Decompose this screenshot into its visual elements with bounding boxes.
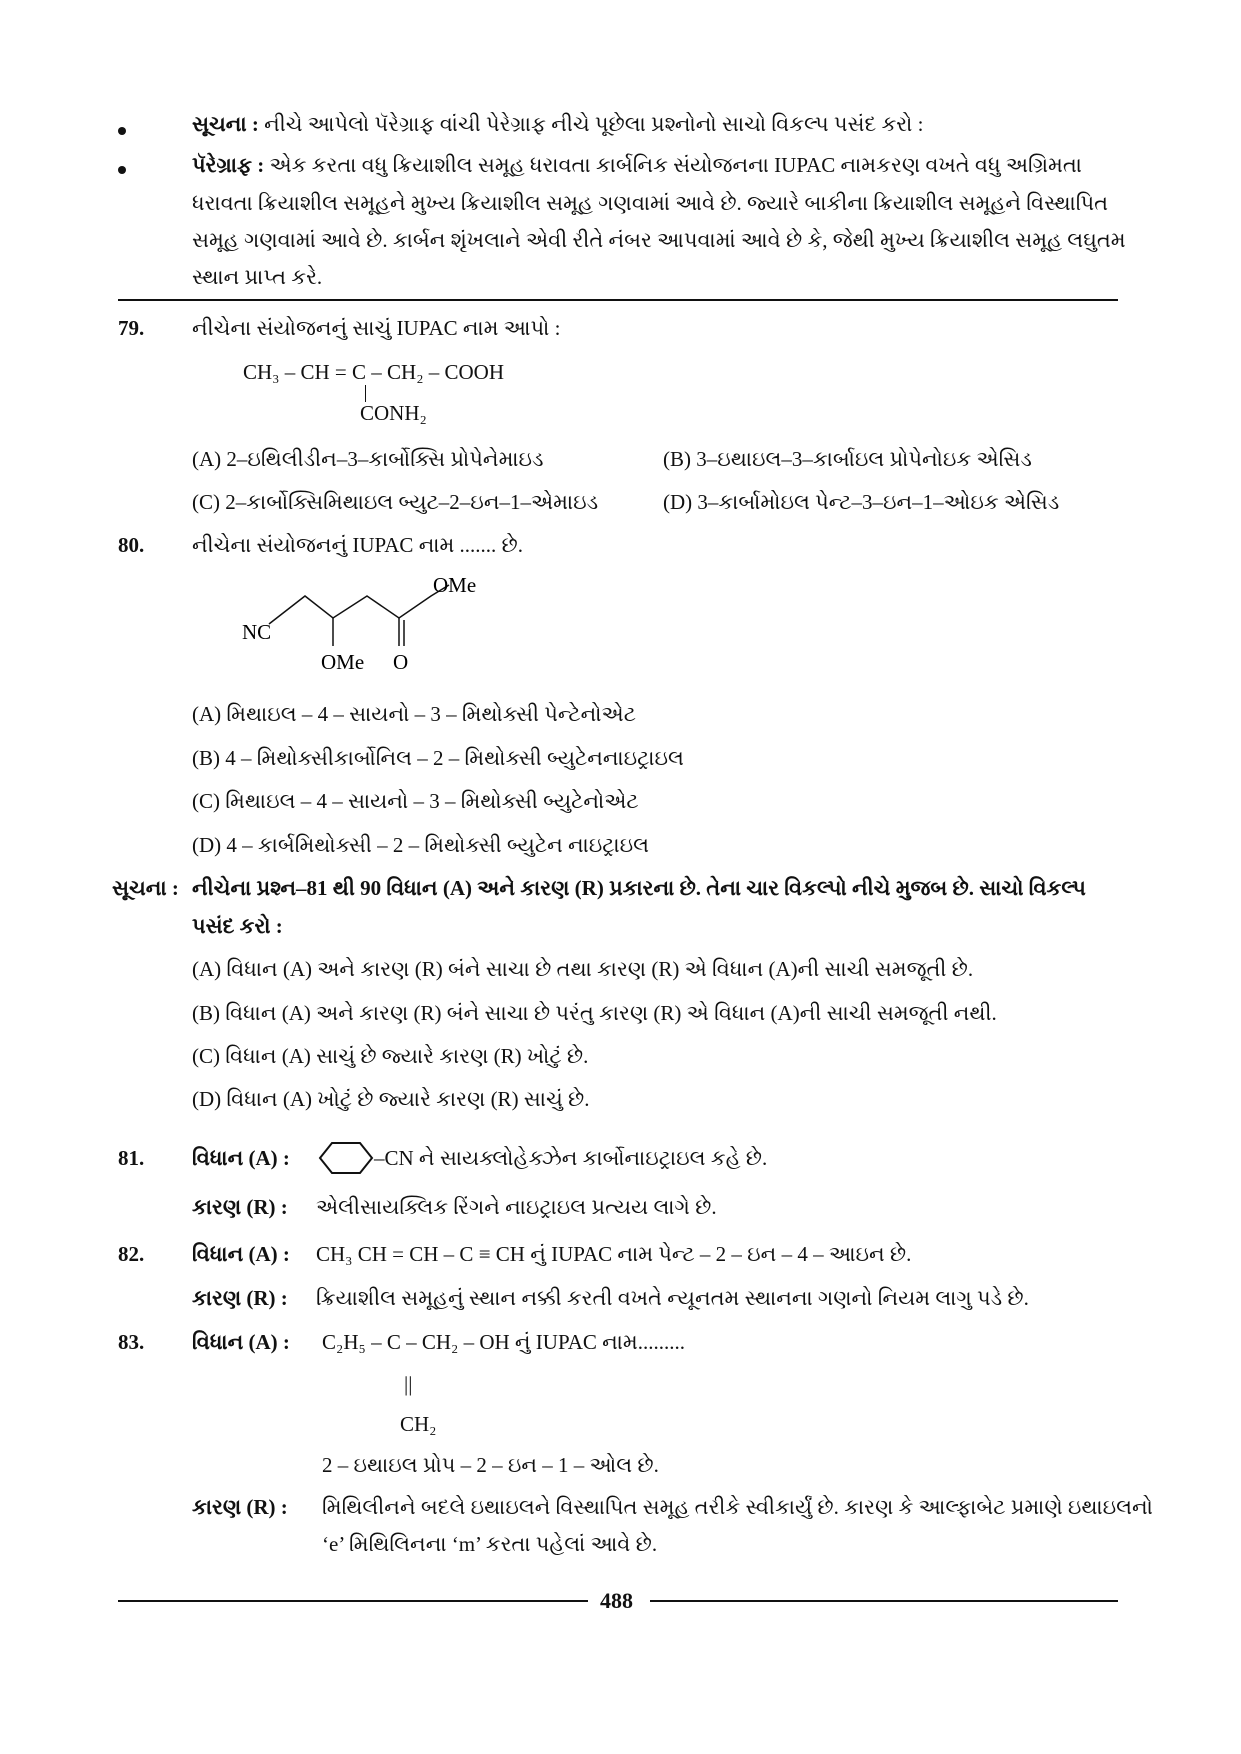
question-number: 79. xyxy=(118,316,145,340)
option-a[interactable]: (A) મિથાઇલ – 4 – સાયનો – 3 – મિથોક્સી પેન્ટેનોએટ xyxy=(192,702,636,726)
cyclohexane-icon xyxy=(318,1141,374,1175)
statement-continuation: 2 – ઇથાઇલ પ્રોપ – 2 – ઇન – 1 – ઓલ છે. xyxy=(322,1453,659,1477)
paragraph-label: પૅરેગ્રાફ : xyxy=(192,153,265,177)
nc-label: NC xyxy=(242,620,272,644)
bullet xyxy=(118,127,126,135)
statement-label: વિધાન (A) : xyxy=(192,1242,290,1266)
option-a[interactable]: (A) 2–ઇથિલીડીન–3–કાર્બોક્સિ પ્રોપેનેમાઇડ xyxy=(192,447,544,471)
option-d[interactable]: (D) 4 – કાર્બમિથોક્સી – 2 – મિથોક્સી બ્યુટેન નાઇટ્રાઇલ xyxy=(192,833,650,857)
option-c[interactable]: (C) 2–કાર્બોક્સિમિથાઇલ બ્યુટ–2–ઇન–1–એમાઇડ xyxy=(192,490,599,514)
carbon-chain xyxy=(269,585,449,624)
reason-text: એલીસાયક્લિક રિંગને નાઇટ્રાઇલ પ્રત્યય લાગે છે. xyxy=(316,1195,717,1219)
question-text: નીચેના સંયોજનનું સાચું IUPAC નામ આપો : xyxy=(192,316,561,340)
reason-label: કારણ (R) : xyxy=(192,1495,288,1519)
question-number: 80. xyxy=(118,533,145,557)
statement-label: વિધાન (A) : xyxy=(192,1146,290,1170)
footer-rule-right xyxy=(650,1600,1118,1602)
notice2-line1: નીચેના પ્રશ્ન–81 થી 90 વિધાન (A) અને કારણ (R) પ્રકારના છે. તેના ચાર વિકલ્પો નીચે મુજબ છે. સાચો વિકલ્પ xyxy=(192,876,1086,900)
notice-line xyxy=(192,110,924,138)
double-bond: || xyxy=(404,1372,413,1396)
assertion-option-a: (A) વિધાન (A) અને કારણ (R) બંને સાચા છે તથા કારણ (R) એ વિધાન (A)ની સાચી સમજૂતી છે. xyxy=(192,957,974,981)
ome-bottom-label: OMe xyxy=(321,650,365,674)
o-label: O xyxy=(393,650,409,674)
assertion-option-b: (B) વિધાન (A) અને કારણ (R) બંને સાચા છે પરંતુ કારણ (R) એ વિધાન (A)ની સાચી સમજૂતી નથી. xyxy=(192,1001,997,1025)
paragraph-text: એક કરતા વધુ ક્રિયાશીલ સમૂહ ધરાવતા કાર્બનિક સંયોજનના IUPAC નામકરણ વખતે વધુ અગ્રિમતા xyxy=(269,153,1082,177)
reason-label: કારણ (R) : xyxy=(192,1195,288,1219)
paragraph-line: સમૂહ ગણવામાં આવે છે. કાર્બન શૃંખલાને એવી રીતે નંબર આપવામાં આવે છે કે, જેથી મુખ્ય ક્રિયાશીલ સમૂહ લઘુતમ xyxy=(192,228,1126,252)
reason-text: મિથિલીનને બદલે ઇથાઇલને વિસ્થાપિત સમૂહ તરીકે સ્વીકાર્યું છે. કારણ કે આલ્ફાબેટ પ્રમાણે ઇથાઇલનો xyxy=(322,1495,1153,1519)
question-number: 82. xyxy=(118,1242,145,1266)
formula-main: CH₃ – CH = C – CH₂ – COOH xyxy=(243,360,505,384)
option-d[interactable]: (D) 3–કાર્બામોઇલ પેન્ટ–3–ઇન–1–ઓઇક એસિડ xyxy=(663,490,1060,514)
notice2-line2: પસંદ કરો : xyxy=(192,914,283,938)
statement-text: CH₃ CH = CH – C ≡ CH નું IUPAC નામ પેન્ટ – 2 – ઇન – 4 – આઇન છે. xyxy=(316,1242,912,1266)
paragraph-line xyxy=(192,151,1082,179)
statement-text: C₂H₅ – C – CH₂ – OH નું IUPAC નામ......... xyxy=(322,1330,685,1354)
paragraph-line: ધરાવતા ક્રિયાશીલ સમૂહને મુખ્ય ક્રિયાશીલ સમૂહ ગણવામાં આવે છે. જ્યારે બાકીના ક્રિયાશીલ સમૂહને વિસ્થાપિત xyxy=(192,191,1109,215)
reason-text: ‘e’ મિથિલિનના ‘m’ કરતા પહેલાં આવે છે. xyxy=(322,1532,658,1556)
branch-group: CH₂ xyxy=(400,1412,437,1436)
bullet xyxy=(118,166,126,174)
footer-rule-left xyxy=(118,1600,588,1602)
reason-label: કારણ (R) : xyxy=(192,1286,288,1310)
option-b[interactable]: (B) 4 – મિથોક્સીકાર્બોનિલ – 2 – મિથોક્સી બ્યુટેનનાઇટ્રાઇલ xyxy=(192,746,684,770)
question-text: નીચેના સંયોજનનું IUPAC નામ ....... છે. xyxy=(192,533,524,557)
formula-branch: CONH₂ xyxy=(360,401,427,425)
ome-top-label: OMe xyxy=(433,578,477,597)
paragraph-line: સ્થાન પ્રાપ્ત કરે. xyxy=(192,265,323,289)
reason-text: ક્રિયાશીલ સમૂહનું સ્થાન નક્કી કરતી વખતે ન્યૂનતમ સ્થાનના ગણનો નિયમ લાગુ પડે છે. xyxy=(316,1286,1029,1310)
page-number: 488 xyxy=(600,1588,633,1613)
assertion-option-c: (C) વિધાન (A) સાચું છે જ્યારે કારણ (R) ખોટું છે. xyxy=(192,1044,589,1068)
option-b[interactable]: (B) 3–ઇથાઇલ–3–કાર્બાઇલ પ્રોપેનોઇક એસિડ xyxy=(663,447,1032,471)
notice-label: સૂચના : xyxy=(192,112,259,136)
notice2-label: સૂચના : xyxy=(112,876,179,900)
assertion-option-d: (D) વિધાન (A) ખોટું છે જ્યારે કારણ (R) સાચું છે. xyxy=(192,1087,590,1111)
question-number: 83. xyxy=(118,1330,145,1354)
chemical-structure xyxy=(235,578,495,678)
divider xyxy=(118,299,1118,301)
notice-text: નીચે આપેલો પૅરેગ્રાફ વાંચી પેરેગ્રાફ નીચે પૂછેલા પ્રશ્નોનો સાચો વિકલ્પ પસંદ કરો : xyxy=(264,112,924,136)
question-number: 81. xyxy=(118,1146,145,1170)
statement-text: –CN ને સાયક્લોહેક્ઝેન કાર્બોનાઇટ્રાઇલ કહે છે. xyxy=(374,1146,768,1170)
statement-label: વિધાન (A) : xyxy=(192,1330,290,1354)
option-c[interactable]: (C) મિથાઇલ – 4 – સાયનો – 3 – મિથોક્સી બ્યુટેનોએટ xyxy=(192,789,639,813)
